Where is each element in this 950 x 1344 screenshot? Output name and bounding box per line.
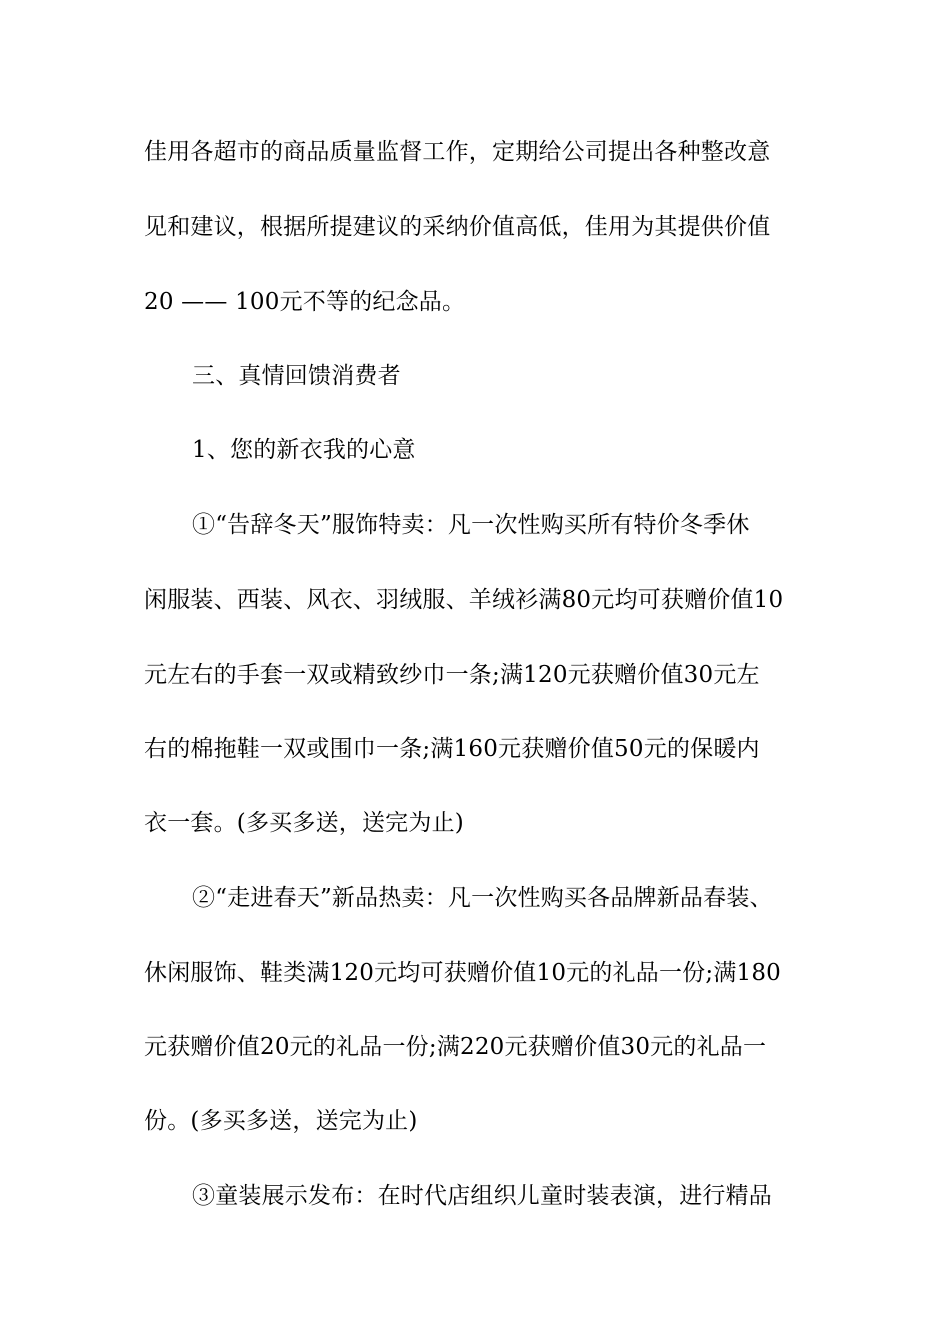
text-line-10-content: 衣一套。(多买多送，送完为止): [144, 810, 464, 836]
text-line-12: [144, 953, 950, 993]
subsection-heading: [192, 430, 950, 470]
text-line-2-content: 见和建议，根据所提建议的采纳价值高低，佳用为其提供价值: [144, 214, 771, 240]
text-line-10: [144, 803, 950, 843]
text-line-9: [144, 729, 950, 769]
text-line-9-content: 右的棉拖鞋一双或围巾一条;满160元获赠价值50元的保暖内: [144, 736, 760, 762]
text-line-14-content: 份。(多买多送，送完为止): [144, 1108, 418, 1134]
section-heading-content: 三、真情回馈消费者: [192, 363, 401, 389]
text-line-8: [144, 655, 950, 695]
text-line-7-content: 闲服装、西装、风衣、羽绒服、羊绒衫满80元均可获赠价值10: [144, 587, 784, 613]
text-line-1-content: 佳用各超市的商品质量监督工作，定期给公司提出各种整改意: [144, 139, 771, 165]
text-line-13: [144, 1027, 950, 1067]
text-line-8-content: 元左右的手套一双或精致纱巾一条;满120元获赠价值30元左: [144, 662, 760, 688]
text-line-2: [144, 207, 950, 247]
text-line-15-content: ③童装展示发布：在时代店组织儿童时装表演，进行精品: [192, 1183, 772, 1209]
text-line-14: [144, 1101, 950, 1141]
text-line-11-content: ②“走进春天”新品热卖：凡一次性购买各品牌新品春装、: [192, 885, 773, 911]
section-heading: [192, 356, 950, 396]
text-line-11: [192, 878, 950, 918]
text-line-13-content: 元获赠价值20元的礼品一份;满220元获赠价值30元的礼品一: [144, 1034, 767, 1060]
text-line-12-content: 休闲服饰、鞋类满120元均可获赠价值10元的礼品一份;满180: [144, 960, 782, 986]
text-line-1: [144, 132, 950, 172]
text-line-3: [144, 282, 950, 322]
text-line-6-content: ①“告辞冬天”服饰特卖：凡一次性购买所有特价冬季休: [192, 512, 750, 538]
subsection-heading-content: 1、您的新衣我的心意: [192, 437, 416, 463]
text-line-3-content: 20 —— 100元不等的纪念品。: [144, 289, 466, 315]
text-line-15: [192, 1176, 950, 1216]
text-line-6: [192, 505, 950, 545]
text-line-7: [144, 580, 950, 620]
